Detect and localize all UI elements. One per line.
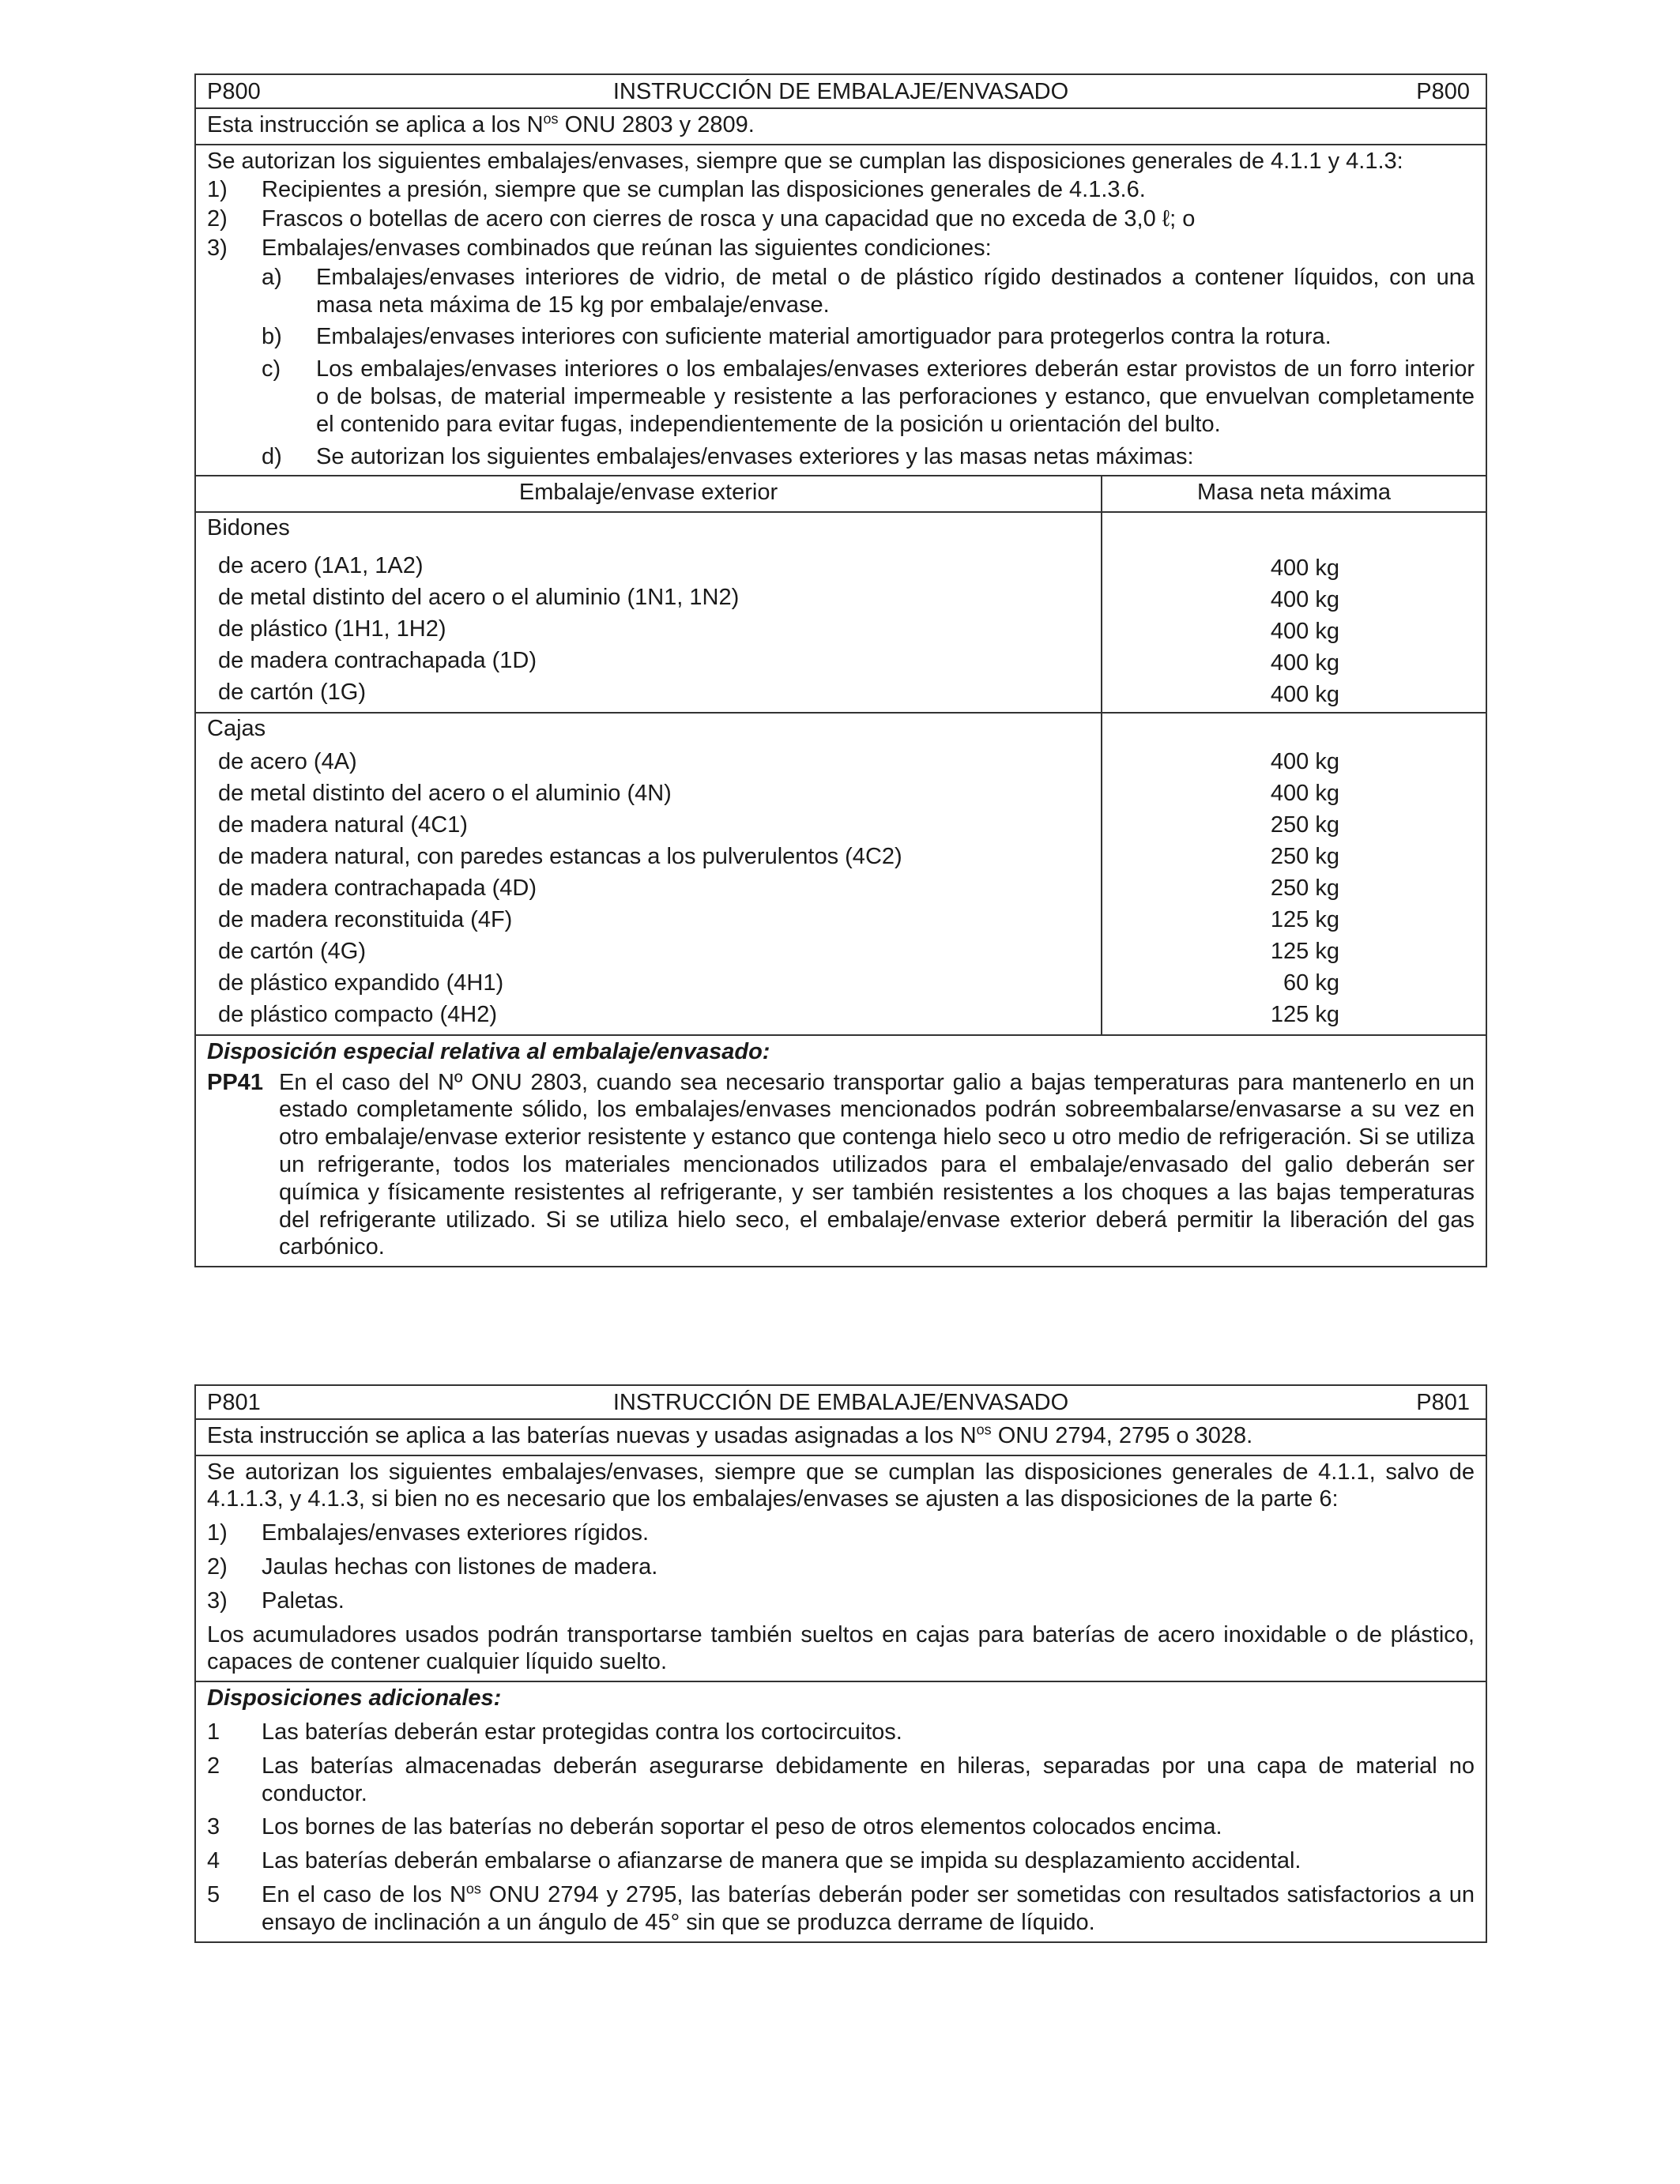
item-number: 1) [207,1520,228,1546]
mass-cell: 400 kg [1270,682,1339,708]
table-row: de plástico (1H1, 1H2) [218,616,446,642]
table-group-bidones [196,511,1101,712]
table-row: de madera natural, con paredes estancas a los pulverulentos (4C2) [218,843,902,869]
p801-applies [196,1418,1486,1455]
pp41-text: En el caso del Nº ONU 2803, cuando sea necesario transportar galio a bajas temperaturas para mantenerlo en un estado completamente sólido, los embalajes/envases mencionados podrán sobreembalarse/envasarse a su vez en otro embalaje/envase exterior resistente y estanco que contenga hielo seco u otro medio de refrigeración. Si se utiliza un refrigerante, todos los materiales mencionados utilizados para el embalaje/envasado del galio deberán ser química y físicamente resistentes al refrigerante, y ser también resistentes a los choques a las bajas temperaturas del refrigerante utilizado. Si se utiliza hielo seco, el embalaje/envase exterior deberá permitir la liberación del gas carbónico. [279,1069,1475,1260]
sub-item [262,323,1475,351]
p801-applies-sup: os [976,1421,992,1438]
item-text: Jaulas hechas con listones de madera. [262,1553,658,1580]
table-row: de cartón (4G) [218,938,366,964]
table-group-bidones-mass [1101,511,1486,712]
item-number: 5 [207,1881,220,1907]
sub-item-text: Embalajes/envases interiores de vidrio, de metal o de plástico rígido destinados a contener líquidos, con una masa neta máxima de 15 kg por embalaje/envase. [316,264,1475,318]
list-item [207,176,1475,204]
list-item [207,1753,1475,1808]
p801-code-left: P801 [207,1390,261,1415]
sub-item-letter: b) [262,324,282,350]
item-number: 2) [207,206,228,232]
packaging-table [196,475,1486,1034]
table-group-cajas [196,712,1101,1034]
p800-intro: Se autorizan los siguientes embalajes/envases, siempre que se cumplan las disposiciones generales de 4.1.1 y 4.1.3: [207,148,1403,174]
mass-cell: 125 kg [1270,1001,1339,1027]
p801-authorized [196,1455,1486,1681]
item-text [262,1881,1475,1937]
p800-applies-suffix: ONU 2803 y 2809. [558,111,755,137]
p801-intro: Se autorizan los siguientes embalajes/envases, siempre que se cumplan las disposiciones generales de 4.1.1, salvo de 4.1.1.3, y 4.1.3, si bien no es necesario que los embalajes/envases se ajusten a las disposiciones de la parte 6: [207,1459,1475,1512]
p801-applies-suffix: ONU 2794, 2795 o 3028. [991,1422,1253,1448]
p801-used-batteries: Los acumuladores usados podrán transportarse también sueltos en cajas para baterías de acero inoxidable o de plástico, capaces de contener cualquier líquido suelto. [207,1621,1475,1675]
table-row: de plástico compacto (4H2) [218,1001,497,1027]
list-item [207,1881,1475,1937]
item5-prefix: En el caso de los N [262,1881,466,1907]
table-row: de madera contrachapada (4D) [218,875,537,901]
list-item [207,1587,1475,1615]
list-item [207,235,1475,262]
mass-cell: 400 kg [1270,780,1339,806]
table-row: de acero (1A1, 1A2) [218,552,424,578]
item-number: 1) [207,177,228,203]
p800-special-provisions [196,1034,1486,1266]
item-number: 3 [207,1814,220,1840]
item-text: Las baterías deberán estar protegidas contra los cortocircuitos. [262,1719,902,1745]
table-header-outer: Embalaje/envase exterior [196,475,1101,511]
item5-sup: os [465,1881,481,1897]
table-row: de acero (4A) [218,748,357,774]
table-row: de madera reconstituida (4F) [218,906,513,932]
pp41-code: PP41 [207,1069,263,1095]
p800-applies-sup: os [543,111,559,127]
item-number: 1 [207,1719,220,1745]
group-name: Cajas [207,715,266,741]
sub-item [262,443,1475,471]
sub-item-letter: c) [262,356,281,382]
sub-item-letter: a) [262,264,282,290]
list-item [207,1847,1475,1875]
p801-applies-prefix: Esta instrucción se aplica a las baterías nuevas y usadas asignadas a los N [207,1422,977,1448]
item-text: Embalajes/envases combinados que reúnan las siguientes condiciones: [262,235,992,261]
mass-cell: 400 kg [1270,619,1339,645]
table-header-mass: Masa neta máxima [1101,475,1486,511]
p800-applies-prefix: Esta instrucción se aplica a los N [207,111,544,137]
item-text: Embalajes/envases exteriores rígidos. [262,1520,650,1546]
item-number: 2) [207,1553,228,1580]
table-row: de madera contrachapada (1D) [218,647,537,673]
pp41-provision [207,1069,1475,1262]
sub-item [262,264,1475,319]
list-item [207,1553,1475,1581]
table-row: de metal distinto del acero o el aluminio (1N1, 1N2) [218,584,740,610]
item-text: Las baterías deberán embalarse o afianzarse de manera que se impida su desplazamiento accidental. [262,1848,1301,1874]
p800-code-left: P800 [207,79,261,104]
mass-cell: 400 kg [1270,555,1339,582]
item-number: 3) [207,1587,228,1614]
item-text: Las baterías almacenadas deberán asegurarse debidamente en hileras, separadas por una capa de material no conductor. [262,1753,1475,1806]
item-number: 3) [207,235,228,261]
p800-code-right: P800 [1416,79,1470,104]
sub-item-text: Los embalajes/envases interiores o los embalajes/envases exteriores deberán estar provistos de un forro interior o de bolsas, de material impermeable y resistente a las perforaciones y estanco, que envuelvan completamente el contenido para evitar fugas, independientemente de la posición u orientación del bulto. [316,356,1475,437]
item-number: 4 [207,1848,220,1874]
p801-code-right: P801 [1416,1390,1470,1415]
item-text: Frascos o botellas de acero con cierres de rosca y una capacidad que no exceda de 3,0 ℓ; o [262,206,1196,232]
p800-title: INSTRUCCIÓN DE EMBALAJE/ENVASADO [612,79,1069,104]
mass-cell: 400 kg [1270,748,1339,774]
item-text: Recipientes a presión, siempre que se cumplan las disposiciones generales de 4.1.3.6. [262,177,1146,203]
list-item [207,205,1475,233]
table-row: de cartón (1G) [218,679,366,705]
list-item [207,1719,1475,1746]
mass-cell: 125 kg [1270,938,1339,964]
mass-cell: 400 kg [1270,650,1339,676]
p801-title: INSTRUCCIÓN DE EMBALAJE/ENVASADO [612,1390,1069,1415]
item-text: Paletas. [262,1587,345,1614]
p801-additional-provisions [196,1681,1486,1941]
table-row: de metal distinto del acero o el aluminio (4N) [218,780,672,806]
mass-cell: 250 kg [1270,875,1339,901]
mass-cell: 400 kg [1270,587,1339,613]
special-heading: Disposición especial relativa al embalaje/envasado: [207,1038,770,1064]
table-row: de madera natural (4C1) [218,811,468,838]
sub-item-letter: d) [262,443,282,469]
list-item [207,1519,1475,1547]
list-item [207,1813,1475,1841]
mass-cell: 250 kg [1270,811,1339,838]
p800-instruction-box [194,73,1487,1267]
item-number: 2 [207,1753,220,1779]
mass-cell: 125 kg [1270,906,1339,932]
sub-item [262,356,1475,438]
p801-header [196,1386,1486,1418]
mass-cell: 250 kg [1270,843,1339,869]
p800-authorized [196,144,1486,476]
table-group-cajas-mass [1101,712,1486,1034]
additional-heading: Disposiciones adicionales: [207,1685,502,1711]
sub-item-text: Embalajes/envases interiores con suficiente material amortiguador para protegerlos contra la rotura. [316,324,1332,350]
table-row: de plástico expandido (4H1) [218,970,504,996]
p800-applies [196,107,1486,144]
sub-item-text: Se autorizan los siguientes embalajes/envases exteriores y las masas netas máximas: [316,443,1194,469]
item5-suffix: ONU 2794 y 2795, las baterías deberán poder ser sometidas con resultados satisfactorios a un ensayo de inclinación a un ángulo de 45° sin que se produzca derrame de líquido. [262,1881,1475,1935]
group-name: Bidones [207,515,290,541]
mass-cell: 60 kg [1283,970,1339,996]
p801-instruction-box [194,1384,1487,1943]
item-text: Los bornes de las baterías no deberán soportar el peso de otros elementos colocados encima. [262,1814,1222,1840]
p800-header [196,75,1486,107]
